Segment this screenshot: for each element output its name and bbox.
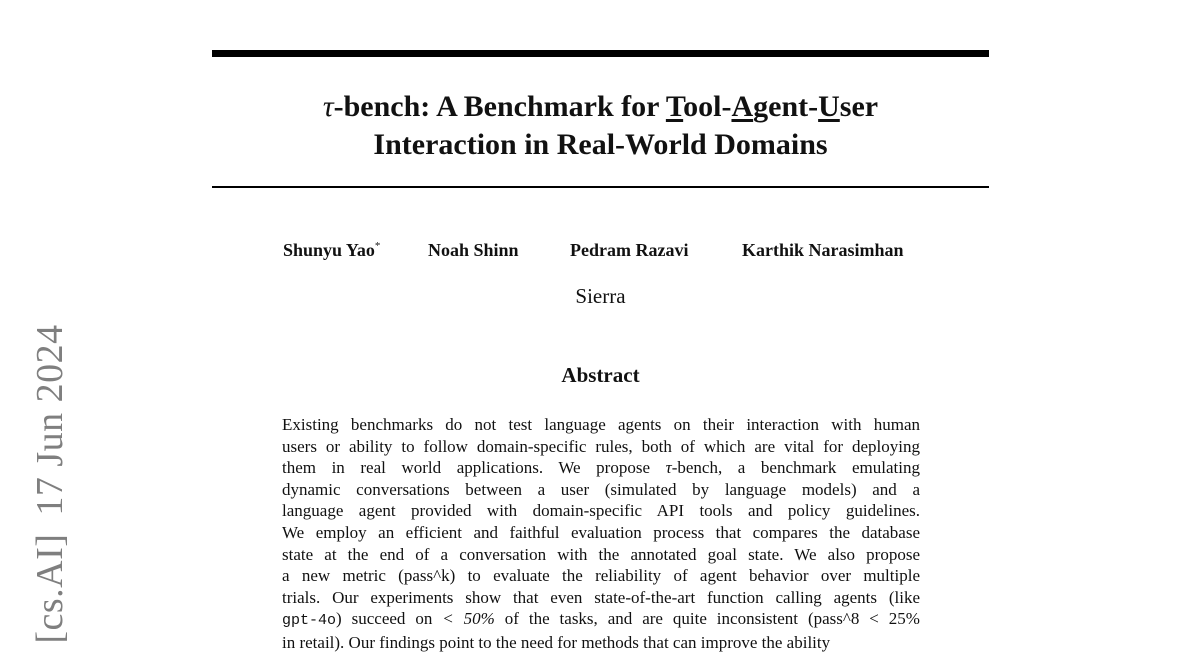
abstract-line: dynamic conversations between a user (simulated by language models) and a: [282, 479, 920, 499]
arxiv-side-stamp: [28, 324, 72, 643]
author-4: Karthik Narasimhan: [742, 240, 904, 260]
author-2: Noah Shinn: [428, 240, 519, 260]
abstract-line: gpt-4o) succeed on < 50% of the tasks, and are quite inconsistent (pass^8 < 25%: [282, 609, 920, 630]
abstract-line: a new metric (pass^k) to evaluate the reliability of agent behavior over multiple: [282, 566, 920, 586]
abstract-heading: Abstract: [561, 363, 640, 387]
top-rule: [212, 50, 989, 57]
author-3: Pedram Razavi: [570, 240, 689, 260]
title-rule: [212, 186, 989, 188]
title-line-1: τ-bench: A Benchmark for Tool-Agent-User: [322, 90, 879, 123]
author-1: Shunyu Yao*: [283, 240, 381, 260]
abstract-line: them in real world applications. We propose τ-bench, a benchmark emulating: [282, 458, 920, 478]
arxiv-category: [cs.AI]: [29, 533, 71, 644]
abstract-line: language agent provided with domain-specific API tools and policy guidelines.: [282, 501, 920, 521]
abstract-line: We employ an efficient and faithful evaluation process that compares the database: [282, 522, 920, 542]
code-gpt-4o: gpt-4o: [282, 612, 337, 630]
abstract-line: Existing benchmarks do not test language agents on their interaction with human: [282, 415, 920, 434]
title-line-2: Interaction in Real-World Domains: [373, 128, 828, 161]
arxiv-date: 17 Jun 2024: [29, 324, 71, 516]
abstract-line: state at the end of a conversation with the annotated goal state. We also propose: [282, 544, 920, 564]
affiliation: Sierra: [575, 284, 626, 308]
abstract-line: trials. Our experiments show that even state-of-the-art function calling agents (like: [282, 587, 920, 607]
abstract-line: in retail). Our findings point to the need for methods that can improve the ability: [282, 632, 831, 652]
paper-title: [212, 88, 989, 164]
abstract-body: [282, 414, 920, 654]
abstract-line: users or ability to follow domain-specific rules, both of which are vital for deploying: [282, 436, 920, 456]
tau-symbol: τ: [322, 90, 334, 123]
